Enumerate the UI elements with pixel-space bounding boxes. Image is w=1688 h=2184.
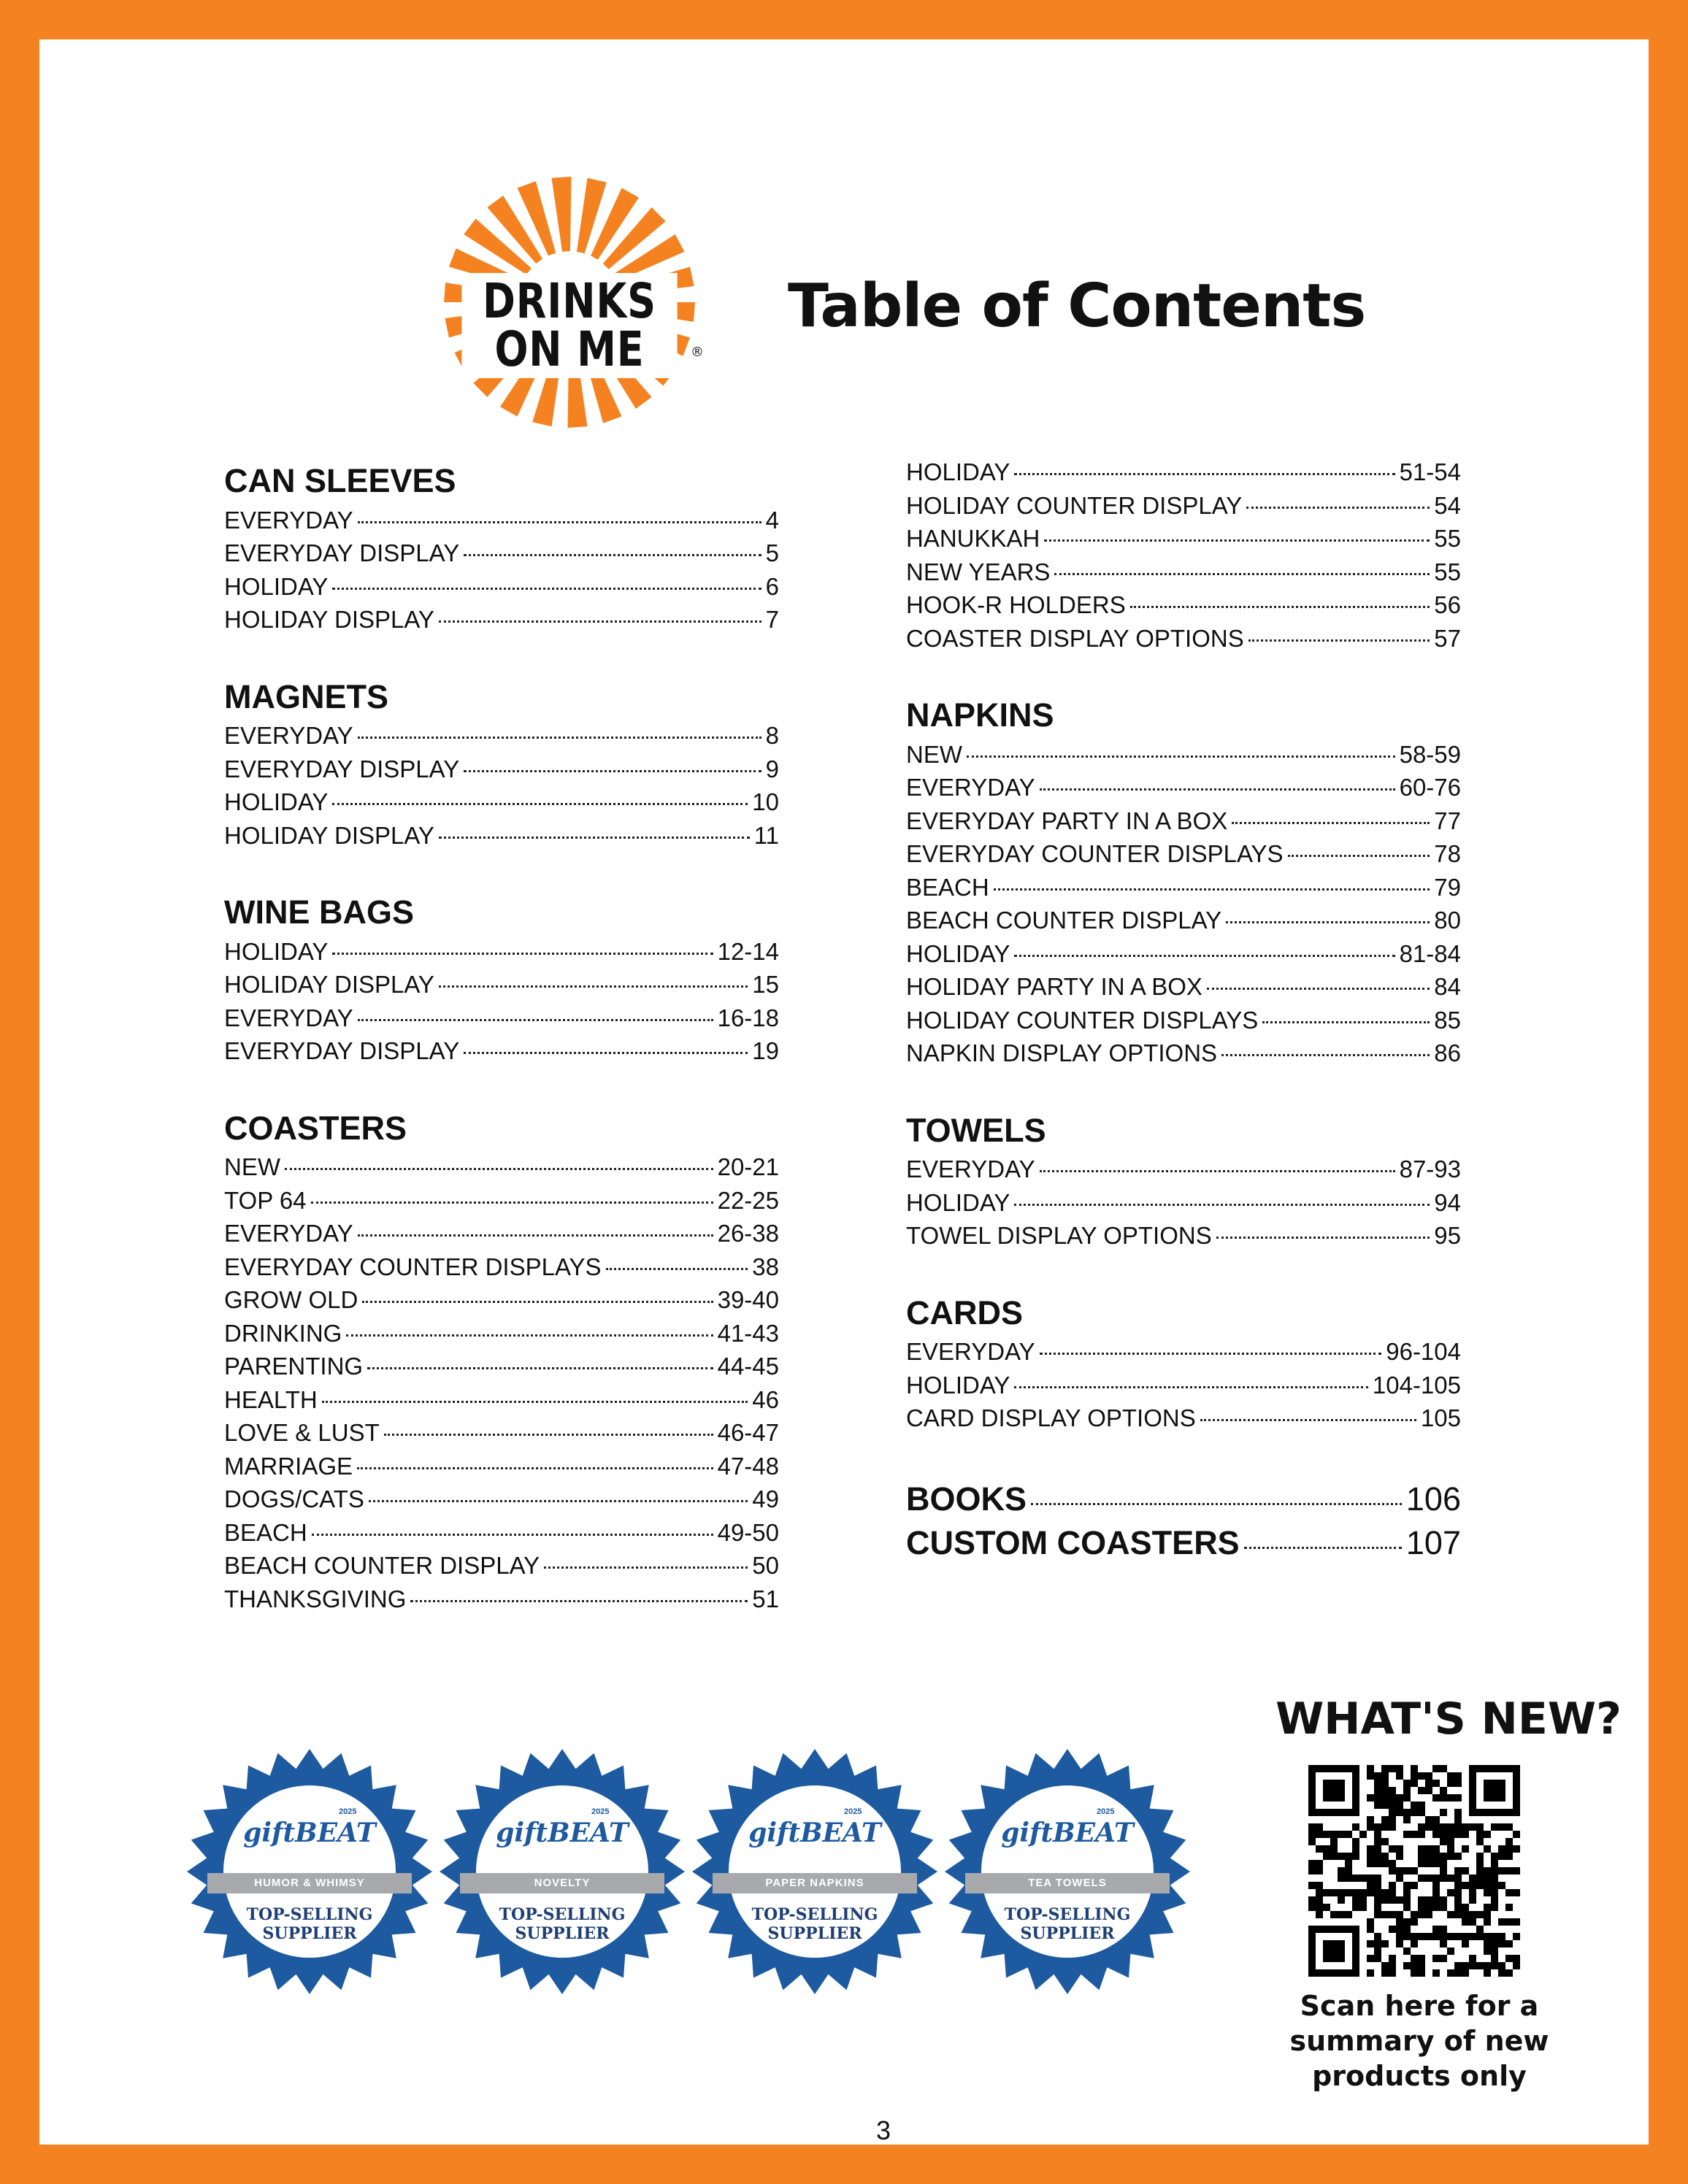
toc-entry-page: 11 [753,821,779,849]
toc-entry[interactable] [906,1186,1461,1220]
dot-leader [1031,1503,1402,1505]
toc-entry-label: HOLIDAY [224,572,329,600]
dot-leader [311,1201,713,1204]
dot-leader [994,888,1430,891]
toc-entry-page: 104-105 [1372,1371,1461,1399]
toc-entry-label: NEW YEARS [906,558,1051,585]
toc-entry-label: EVERYDAY [224,1220,353,1247]
toc-left-column [224,463,779,1658]
section-title: TOWELS [906,1111,1046,1149]
dot-leader [1216,1237,1430,1239]
toc-entry[interactable] [224,537,779,570]
badge-line: SUPPLIER [262,1924,357,1943]
dot-leader [439,985,748,988]
toc-entry-label: EVERYDAY DISPLAY [224,539,460,566]
toc-entry-page: 55 [1434,525,1461,552]
dot-leader [362,1301,713,1303]
toc-entry-label: TOWEL DISPLAY OPTIONS [906,1222,1212,1249]
award-badge [943,1747,1192,1996]
toc-big-entries [906,1477,1461,1565]
dot-leader [358,521,761,523]
toc-entry[interactable] [224,935,779,969]
toc-section [224,1110,779,1616]
toc-entry-label: BEACH [906,873,989,901]
toc-entry-page: 6 [765,572,779,600]
dot-leader [1040,1170,1395,1172]
toc-entry[interactable] [224,1317,779,1350]
dot-leader [332,588,761,590]
toc-entry-label: PARENTING [224,1353,364,1380]
toc-entry-page: 5 [765,539,779,566]
toc-entry[interactable] [224,1217,779,1250]
dot-leader [1200,1419,1416,1421]
section-title: COASTERS [224,1109,407,1147]
registered-mark: ® [691,345,704,360]
toc-entry-label: NAPKIN DISPLAY OPTIONS [906,1039,1218,1066]
toc-entry-label: HEALTH [224,1385,318,1413]
toc-entry-page: 80 [1434,907,1461,934]
badge-line: TOP-SELLING [246,1905,373,1924]
toc-entry-label: HOLIDAY DISPLAY [224,606,434,633]
toc-entry-page: 94 [1434,1188,1461,1216]
badge-seal-icon [691,1747,939,1996]
dot-leader [1207,988,1430,990]
dot-leader [346,1334,713,1337]
badge-year: 2025 [591,1807,610,1816]
toc-entry-page: 107 [1405,1523,1461,1561]
toc-entry-label: HOLIDAY PARTY IN A BOX [906,973,1202,1000]
toc-entry-label: HOLIDAY COUNTER DISPLAY [906,491,1243,519]
toc-entry-label: CUSTOM COASTERS [906,1523,1240,1561]
badge-line: TOP-SELLING [1004,1905,1131,1924]
toc-entry[interactable] [906,1335,1461,1369]
section-title: NAPKINS [906,696,1054,734]
sunburst-ray [552,177,572,252]
toc-entry-page: 58-59 [1399,740,1461,768]
toc-entry-page: 56 [1434,591,1461,618]
toc-section [906,455,1461,655]
toc-entry-page: 51 [752,1585,779,1612]
toc-entry-label: EVERYDAY COUNTER DISPLAYS [906,840,1284,867]
toc-entry-label: EVERYDAY PARTY IN A BOX [906,807,1228,834]
toc-entry-label: HOLIDAY [224,937,329,965]
toc-entry[interactable] [906,1369,1461,1402]
award-badge [438,1747,686,1996]
dot-leader [1044,539,1430,542]
toc-entry-label: NEW [906,740,962,768]
toc-entry-label: HOLIDAY COUNTER DISPLAYS [906,1006,1259,1034]
dot-leader [439,620,761,623]
toc-entry[interactable] [224,1350,779,1383]
toc-entry[interactable] [906,455,1461,489]
toc-entry-page: 78 [1434,840,1461,867]
toc-entry[interactable] [906,489,1461,523]
toc-entry-label: GROW OLD [224,1286,358,1313]
toc-entry-label: EVERYDAY [906,1156,1035,1183]
dot-leader [464,770,761,772]
section-title: WINE BAGS [224,893,415,931]
toc-section [224,679,779,853]
dot-leader [439,837,750,839]
toc-entry-page: 79 [1434,873,1461,901]
toc-entry-label: EVERYDAY [906,774,1035,801]
dot-leader [1232,822,1430,824]
dot-leader [464,1052,748,1054]
section-title: MAGNETS [224,677,388,715]
toc-entry-label: HOLIDAY DISPLAY [224,971,434,998]
toc-entry[interactable] [906,1037,1461,1070]
dot-leader [1248,639,1430,642]
toc-entry-page: 22-25 [717,1186,779,1214]
toc-entry-label: BOOKS [906,1480,1027,1518]
toc-entry-label: BEACH [224,1518,307,1546]
dot-leader [1288,855,1430,857]
toc-section [906,697,1461,1070]
toc-entry[interactable] [906,837,1461,871]
toc-entry-page: 15 [752,971,779,998]
badge-line: SUPPLIER [767,1924,862,1943]
dot-leader [1040,788,1395,791]
toc-entry-page: 55 [1434,558,1461,585]
toc-entry-label: DOGS/CATS [224,1485,364,1512]
dot-leader [285,1168,713,1170]
toc-entry[interactable] [224,1483,779,1516]
toc-entry[interactable] [906,1401,1461,1435]
toc-entry-page: 19 [752,1037,779,1064]
toc-entry[interactable] [906,1153,1461,1186]
dot-leader [1040,1353,1382,1355]
whats-new-heading: WHAT'S NEW? [1275,1693,1622,1745]
catalog-page [39,39,1649,2145]
toc-entry-label: HOLIDAY DISPLAY [224,821,434,849]
toc-entry[interactable] [224,1250,779,1284]
dot-leader [1014,1204,1430,1206]
toc-entry[interactable] [224,1549,779,1583]
toc-entry-page: 50 [752,1552,779,1579]
toc-entry-page: 77 [1434,807,1461,834]
toc-entry-page: 7 [765,606,779,633]
toc-entry[interactable] [224,1516,779,1550]
toc-entry-label: NEW [224,1153,280,1180]
toc-entry-page: 4 [765,506,779,534]
toc-entry-label: EVERYDAY [224,506,353,534]
dot-leader [1014,1386,1367,1388]
toc-entry[interactable] [224,1583,779,1616]
toc-entry-label: THANKSGIVING [224,1585,407,1612]
toc-entry-page: 87-93 [1399,1156,1461,1183]
dot-leader [1244,1547,1402,1549]
toc-entry-label: EVERYDAY [224,722,353,749]
page-number: 3 [875,2115,891,2145]
toc-entry[interactable] [224,1283,779,1317]
badge-line: TOP-SELLING [751,1905,878,1924]
toc-entry[interactable] [906,1004,1461,1037]
toc-entry-page: 38 [752,1253,779,1280]
badge-line: SUPPLIER [1020,1924,1115,1943]
badge-year: 2025 [844,1807,862,1816]
toc-entry-label: COASTER DISPLAY OPTIONS [906,624,1244,652]
toc-entry[interactable] [224,1150,779,1184]
dot-leader [606,1268,748,1270]
toc-entry[interactable] [224,1001,779,1035]
dot-leader [1014,955,1394,957]
toc-section [906,1112,1461,1253]
badge-category: TEA TOWELS [965,1873,1170,1893]
badge-category: NOVELTY [460,1873,664,1893]
dot-leader [464,554,761,556]
dot-leader [1130,606,1430,608]
qr-caption-line: summary of new [1289,2025,1549,2057]
qr-caption-line: products only [1312,2060,1527,2092]
toc-entry-label: HOLIDAY [906,1188,1010,1216]
dot-leader [1246,507,1430,509]
toc-entry-page: 49-50 [717,1518,779,1546]
dot-leader [1226,921,1430,923]
qr-code-icon[interactable] [1308,1765,1520,1977]
toc-entry-page: 49 [752,1485,779,1512]
toc-entry-label: EVERYDAY DISPLAY [224,1037,460,1064]
dot-leader [1054,573,1430,575]
toc-entry-page: 8 [765,722,779,749]
badge-line: SUPPLIER [515,1924,610,1943]
toc-entry[interactable] [906,738,1461,772]
toc-entry[interactable] [906,555,1461,589]
dot-leader [1262,1021,1430,1023]
toc-entry-page: 60-76 [1399,774,1461,801]
toc-entry-page: 85 [1434,1006,1461,1034]
toc-section [906,1295,1461,1435]
giftbeat-logo: giftBEAT [1001,1818,1134,1848]
toc-entry-label: HOLIDAY [906,939,1010,967]
toc-entry-label: EVERYDAY COUNTER DISPLAYS [224,1253,602,1280]
toc-entry-page: 57 [1434,624,1461,652]
toc-entry-page: 51-54 [1399,458,1461,485]
dot-leader [358,1019,713,1021]
badge-seal-icon [438,1747,686,1996]
dot-leader [369,1500,748,1502]
toc-entry[interactable] [224,785,779,819]
toc-entry-label: EVERYDAY DISPLAY [224,755,460,783]
toc-entry-page: 16-18 [717,1004,779,1031]
giftbeat-logo: giftBEAT [243,1818,376,1848]
toc-entry[interactable] [224,570,779,604]
toc-entry[interactable] [224,719,779,753]
dot-leader [410,1600,748,1602]
section-title: CAN SLEEVES [224,462,456,499]
dot-leader [332,803,748,805]
page-title: Table of Contents [788,272,1366,341]
award-badge [691,1747,939,1996]
dot-leader [357,1467,713,1469]
toc-entry[interactable] [906,771,1461,804]
badge-category: HUMOR & WHIMSY [207,1873,412,1893]
dot-leader [1014,473,1394,475]
dot-leader [544,1566,748,1569]
toc-entry[interactable] [224,968,779,1001]
toc-entry-page: 84 [1434,973,1461,1000]
toc-entry-page: 41-43 [717,1319,779,1347]
giftbeat-logo: giftBEAT [748,1818,881,1848]
toc-entry-page: 96-104 [1386,1338,1461,1365]
dot-leader [312,1534,713,1536]
toc-entry-page: 39-40 [717,1286,779,1313]
toc-entry-page: 106 [1405,1480,1461,1518]
toc-entry-label: EVERYDAY [906,1338,1035,1365]
toc-entry-page: 54 [1434,491,1461,519]
dot-leader [1221,1054,1430,1056]
toc-entry-page: 105 [1420,1404,1461,1431]
toc-entry-page: 95 [1434,1222,1461,1249]
toc-entry-label: MARRIAGE [224,1452,353,1480]
dot-leader [332,953,713,955]
toc-entry-page: 9 [765,755,779,783]
award-badge [185,1747,434,1996]
toc-entry-label: EVERYDAY [224,1004,353,1031]
dot-leader [384,1434,713,1436]
toc-entry-label: LOVE & LUST [224,1419,380,1446]
badge-year: 2025 [1097,1807,1115,1816]
toc-entry[interactable] [906,970,1461,1004]
dot-leader [367,1367,713,1369]
toc-entry-page: 10 [752,788,779,815]
toc-entry[interactable] [224,1034,779,1068]
toc-entry[interactable] [224,1184,779,1218]
toc-entry-page: 46-47 [717,1419,779,1446]
toc-entry-page: 86 [1434,1039,1461,1066]
toc-entry-page: 46 [752,1385,779,1413]
toc-entry-page: 47-48 [717,1452,779,1480]
toc-entry-label: HOLIDAY [224,788,329,815]
toc-entry[interactable] [224,504,779,537]
toc-entry-page: 81-84 [1399,939,1461,967]
toc-entry-page: 20-21 [717,1153,779,1180]
toc-entry[interactable] [224,1383,779,1417]
badge-seal-icon [943,1747,1192,1996]
badge-line: TOP-SELLING [499,1905,626,1924]
toc-section [224,463,779,637]
toc-entry[interactable] [906,871,1461,904]
badge-category: PAPER NAPKINS [713,1873,917,1893]
qr-caption-line: Scan here for a [1300,1990,1539,2022]
toc-entry[interactable] [906,522,1461,555]
dot-leader [358,1234,713,1237]
toc-right-column [906,455,1461,1565]
brand-name: DRINKS ON ME [461,273,677,378]
toc-entry-label: BEACH COUNTER DISPLAY [906,907,1222,934]
dot-leader [358,737,761,739]
toc-entry[interactable] [906,804,1461,838]
toc-entry[interactable] [906,1521,1461,1565]
giftbeat-logo: giftBEAT [496,1818,629,1848]
toc-entry-label: HANUKKAH [906,525,1040,552]
dot-leader [322,1401,748,1403]
toc-entry[interactable] [906,622,1461,655]
badge-year: 2025 [339,1807,357,1816]
toc-entry-label: TOP 64 [224,1186,307,1214]
toc-entry[interactable] [224,819,779,853]
dot-leader [967,755,1395,758]
toc-entry-label: BEACH COUNTER DISPLAY [224,1552,540,1579]
section-title: CARDS [906,1293,1024,1331]
toc-entry-label: DRINKING [224,1319,342,1347]
toc-entry-label: HOOK-R HOLDERS [906,591,1126,618]
toc-entry[interactable] [906,588,1461,622]
toc-entry-page: 44-45 [717,1353,779,1380]
toc-entry-label: HOLIDAY [906,458,1010,485]
badge-seal-icon [185,1747,434,1996]
toc-entry-page: 12-14 [717,937,779,965]
toc-entry[interactable] [224,603,779,637]
toc-entry[interactable] [906,1219,1461,1253]
toc-entry[interactable] [906,1477,1461,1521]
qr-caption [1281,1988,1558,2093]
toc-entry[interactable] [224,753,779,786]
toc-entry[interactable] [906,904,1461,937]
toc-section [224,894,779,1068]
toc-entry[interactable] [224,1416,779,1450]
toc-entry-label: HOLIDAY [906,1371,1010,1399]
toc-entry[interactable] [224,1450,779,1483]
toc-entry-page: 26-38 [717,1220,779,1247]
toc-entry[interactable] [906,937,1461,971]
toc-entry-label: CARD DISPLAY OPTIONS [906,1404,1196,1431]
